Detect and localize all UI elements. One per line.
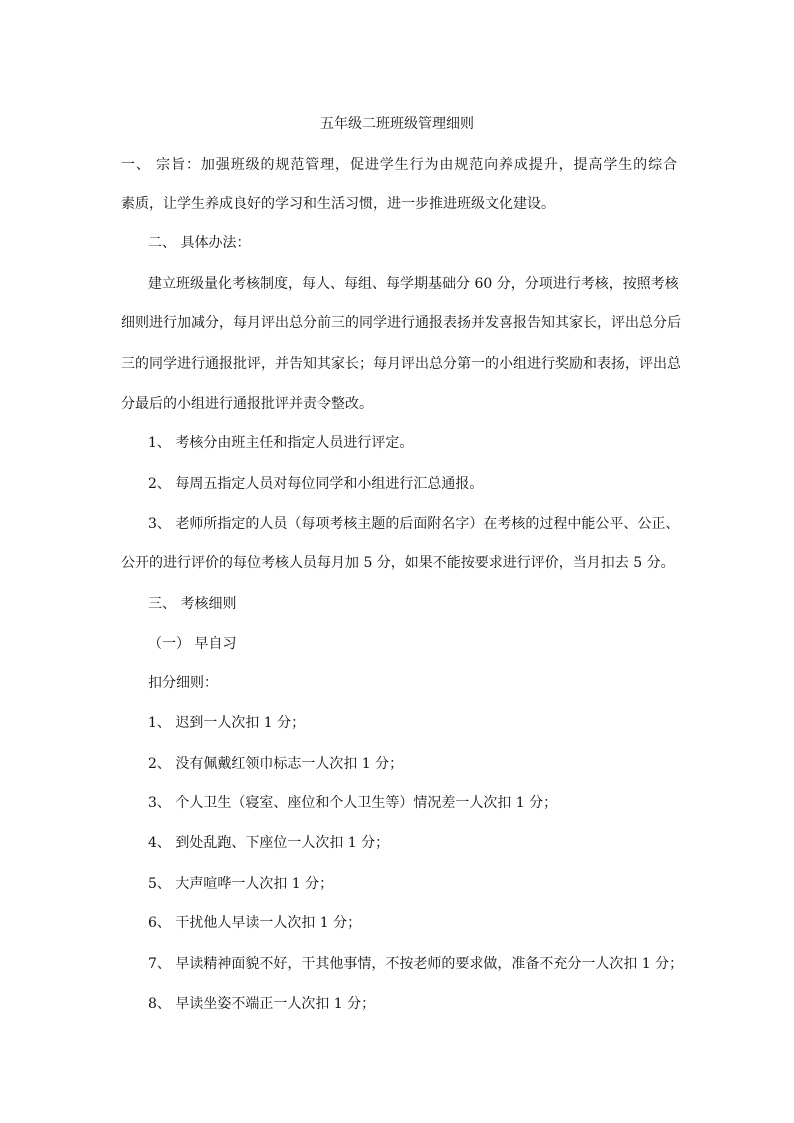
list-item: 2、 每周五指定人员对每位同学和小组进行汇总通报。 [148,476,484,492]
paragraph-line: 一、 宗旨：加强班级的规范管理，促进学生行为由规范向养成提升，提高学生的综合 [121,157,677,173]
list-item: 7、 早读精神面貌不好，干其他事情，不按老师的要求做，准备不充分一人次扣 1 分； [148,956,684,972]
list-item: 3、 老师所指定的人员（每项考核主题的后面附名字）在考核的过程中能公平、公正、 [148,516,680,532]
sub-label: 扣分细则： [148,675,218,691]
paragraph-line: 素质，让学生养成良好的学习和生活习惯，进一步推进班级文化建设。 [121,196,555,212]
list-item: 8、 早读坐姿不端正一人次扣 1 分； [148,996,376,1012]
subsection-heading: （一） 早自习 [148,636,237,652]
paragraph-line: 公开的进行评价的每位考核人员每月加 5 分，如果不能按要求进行评价，当月扣去 5 分。 [121,555,675,571]
paragraph-line: 分最后的小组进行通报批评并责令整改。 [121,396,373,412]
list-item: 3、 个人卫生（寝室、座位和个人卫生等）情况差一人次扣 1 分； [148,795,558,811]
list-item: 4、 到处乱跑、下座位一人次扣 1 分； [148,835,390,851]
list-item: 1、 考核分由班主任和指定人员进行评定。 [148,435,414,451]
paragraph-line: 细则进行加减分，每月评出总分前三的同学进行通报表扬并发喜报告知其家长，评出总分后 [121,315,681,331]
section-heading: 二、 具体办法： [148,235,251,251]
paragraph-line: 建立班级量化考核制度，每人、每组、每学期基础分 60 分，分项进行考核，按照考核 [148,276,679,292]
list-item: 1、 迟到一人次扣 1 分； [148,715,306,731]
section-heading: 三、 考核细则 [148,596,237,612]
paragraph-line: 三的同学进行通报批评，并告知其家长；每月评出总分第一的小组进行奖励和表扬，评出总 [121,356,681,372]
document-title: 五年级二班班级管理细则 [320,116,474,132]
list-item: 6、 干扰他人早读一人次扣 1 分； [148,915,362,931]
list-item: 2、 没有佩戴红领巾标志一人次扣 1 分； [148,756,404,772]
list-item: 5、 大声喧哗一人次扣 1 分； [148,876,334,892]
